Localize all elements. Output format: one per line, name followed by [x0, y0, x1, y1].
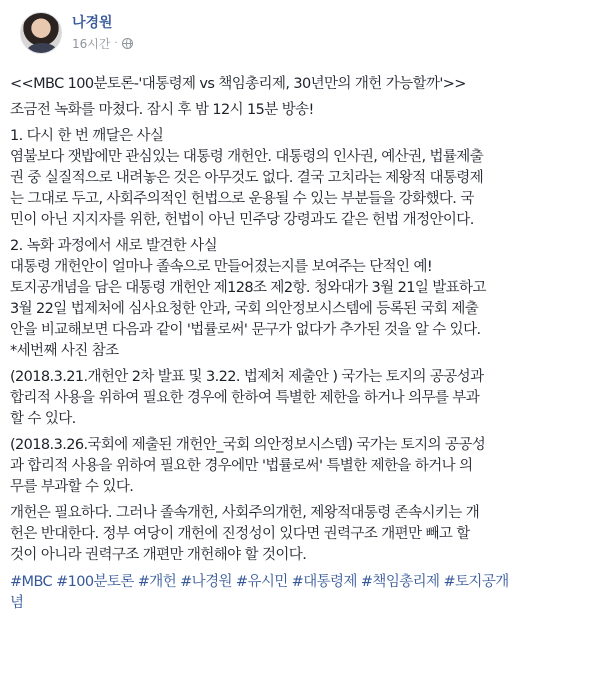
quote-2-line: 과 합리적 사용을 위하여 필요한 경우에만 '법률로써' 특별한 제한을 하거나 의 [10, 458, 473, 474]
hashtag-link[interactable]: 념 [10, 595, 24, 611]
section-1-line: 는 그대로 두고, 사회주의적인 헌법으로 운용될 수 있는 부분들을 강화했다. 국 [10, 191, 474, 207]
author-avatar[interactable] [20, 12, 62, 54]
conclusion [10, 503, 590, 566]
section-1-line: 염불보다 잿밥에만 관심있는 대통령 개헌안. 대통령의 인사권, 예산권, 법률제출 [10, 149, 484, 165]
hashtag-link[interactable]: #개헌 [137, 574, 177, 590]
section-2-line: 3월 22일 법제처에 심사요청한 안과, 국회 의안정보시스템에 등록된 국회 제출 [10, 301, 479, 317]
post-body [10, 66, 600, 614]
section-2-line: 대통령 개헌안이 얼마나 졸속으로 만들어졌는지를 보여주는 단적인 예! [10, 259, 433, 275]
hashtag-link[interactable]: #책임총리제 [360, 574, 440, 590]
hashtag-list [10, 572, 590, 614]
section-1 [10, 126, 590, 231]
post-title: <<MBC 100분토론-'대통령제 vs 책임총리제, 30년만의 개헌 가능할까'>> [10, 76, 466, 92]
quote-2-line: 무를 부과할 수 있다. [10, 479, 134, 495]
hashtag-link[interactable]: #토지공개 [443, 574, 509, 590]
globe-icon[interactable] [122, 38, 133, 49]
meta-separator: · [114, 38, 118, 49]
hashtag-link[interactable]: #나경원 [180, 574, 232, 590]
quote-1 [10, 367, 590, 430]
post-meta [72, 35, 133, 52]
post-header [10, 0, 600, 66]
quote-2-line: (2018.3.26.국회에 제출된 개헌안_국회 의안정보시스템) 국가는 토지의 공공성 [10, 437, 486, 453]
quote-1-line: (2018.3.21.개헌안 2차 발표 및 3.22. 법제처 제출안 ) 국가는 토지의 공공성과 [10, 369, 484, 385]
hashtag-link[interactable]: #대통령제 [291, 574, 357, 590]
section-2 [10, 236, 590, 362]
post-intro: 조금전 녹화를 마쳤다. 잠시 후 밤 12시 15분 방송! [10, 102, 314, 118]
conclusion-line: 헌은 반대한다. 정부 여당이 개헌에 진정성이 있다면 권력구조 개편만 빼고 할 [10, 526, 470, 542]
avatar-figure [27, 43, 57, 54]
section-2-line: *세번째 사진 참조 [10, 343, 119, 359]
section-2-line: 토지공개념을 담은 대통령 개헌안 제128조 제2항. 청와대가 3월 21일 발표하고 [10, 280, 486, 296]
section-2-heading: 2. 녹화 과정에서 새로 발견한 사실 [10, 238, 217, 254]
post-timestamp[interactable]: 16시간 [72, 37, 111, 51]
quote-1-line: 합리적 사용을 위하여 필요한 경우에 한하여 특별한 제한을 하거나 의무를 부과 [10, 390, 480, 406]
conclusion-line: 개헌은 필요하다. 그러나 졸속개헌, 사회주의개헌, 제왕적대통령 존속시키는 개 [10, 505, 480, 521]
hashtag-link[interactable]: #100분토론 [56, 574, 134, 590]
hashtag-link[interactable]: #유시민 [235, 574, 288, 590]
section-2-line: 안을 비교해보면 다음과 같이 '법률로써' 문구가 없다가 추가된 것을 알 수 있다. [10, 322, 481, 338]
section-1-heading: 1. 다시 한 번 깨달은 사실 [10, 128, 164, 144]
section-1-line: 권 중 실질적으로 내려놓은 것은 아무것도 없다. 결국 고치라는 제왕적 대통령제 [10, 170, 484, 186]
conclusion-line: 것이 아니라 권력구조 개편만 개헌해야 할 것이다. [10, 547, 307, 563]
section-1-line: 민이 아닌 지지자를 위한, 헌법이 아닌 민주당 강령과도 같은 헌법 개정안이다. [10, 212, 474, 228]
quote-1-line: 할 수 있다. [10, 411, 76, 427]
author-name[interactable]: 나경원 [72, 15, 113, 31]
hashtag-link[interactable]: #MBC [10, 574, 53, 590]
quote-2 [10, 435, 590, 498]
